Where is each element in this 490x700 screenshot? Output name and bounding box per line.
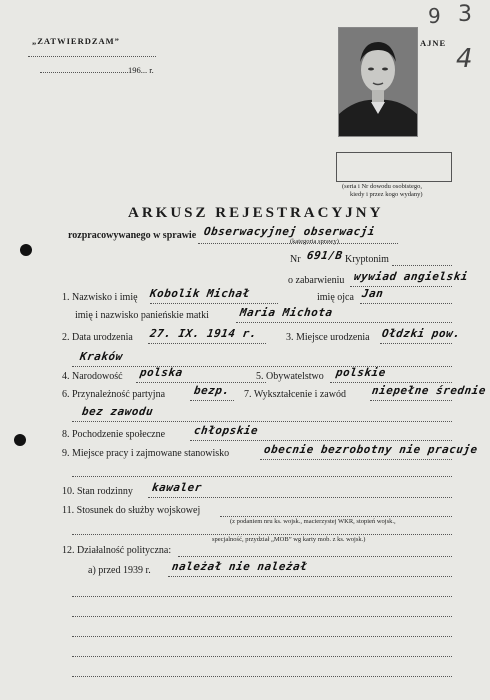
field-8-label: 8. Pochodzenie społeczne <box>62 429 166 440</box>
field-3-line-2 <box>72 366 452 367</box>
id-document-box <box>336 152 452 182</box>
case-label: rozpracowywanego w sprawie <box>68 230 197 241</box>
language-value: wywiad angielski <box>353 270 469 283</box>
field-9-label: 9. Miejsce pracy i zajmowane stanowisko <box>62 448 230 459</box>
field-12a-value: należał nie należał <box>171 560 309 573</box>
mother-line <box>236 322 452 323</box>
stamp-fragment: AJNE <box>420 38 447 48</box>
case-category-note: (kategoria sprawy) <box>290 238 339 245</box>
year-line: 196... r. <box>128 65 154 75</box>
field-11-note-1: (z podaniem nru ks. wojsk., macierzystej WKR, stopień wojsk., <box>230 518 396 525</box>
field-3-line <box>380 343 452 344</box>
field-3-label: 3. Miejsce urodzenia <box>286 332 370 343</box>
field-11-label: 11. Stosunek do służby wojskowej <box>62 505 201 516</box>
field-8-value: chłopskie <box>193 424 260 437</box>
mother-value: Maria Michota <box>239 306 334 319</box>
field-4-value: polska <box>139 366 184 379</box>
mother-label: imię i nazwisko panieńskie matki <box>75 310 209 321</box>
father-label: imię ojca <box>317 292 354 303</box>
field-12a-label: a) przed 1939 r. <box>88 565 151 576</box>
id-caption-line2: kiedy i przez kogo wydany) <box>350 191 423 198</box>
blank-line-3 <box>72 636 452 637</box>
approve-label: „ZATWIERDZAM” <box>32 36 120 46</box>
field-2-label: 2. Data urodzenia <box>62 332 133 343</box>
corner-mark-3: 3 <box>458 2 472 27</box>
field-5-value: polskie <box>335 366 387 379</box>
cryptonym-label: Kryptonim <box>345 254 389 265</box>
field-10-label: 10. Stan rodzinny <box>62 486 133 497</box>
field-9-line <box>260 459 452 460</box>
field-9-line-2 <box>72 476 452 477</box>
case-number-value: 691/B <box>306 249 344 262</box>
field-5-line <box>330 382 452 383</box>
father-value: Jan <box>361 287 385 300</box>
field-1-label: 1. Nazwisko i imię <box>62 292 138 303</box>
field-6-label: 6. Przynależność partyjna <box>62 389 166 400</box>
field-3-value-2: Kraków <box>79 350 124 363</box>
field-6-value: bezp. <box>193 384 231 397</box>
blank-line-5 <box>72 676 452 677</box>
father-line <box>360 303 452 304</box>
blank-line-2 <box>72 616 452 617</box>
field-2-value: 27. IX. 1914 r. <box>149 327 258 340</box>
field-4-label: 4. Narodowość <box>62 371 123 382</box>
corner-mark-9: 9 <box>428 4 441 28</box>
field-12-line <box>178 556 452 557</box>
field-7-line-2 <box>72 421 452 422</box>
field-5-label: 5. Obywatelstwo <box>256 371 324 382</box>
field-7-label: 7. Wykształcenie i zawód <box>244 389 346 400</box>
blank-line-4 <box>72 656 452 657</box>
field-1-line <box>150 303 278 304</box>
field-12-label: 12. Działalność polityczna: <box>62 545 172 556</box>
field-11-line <box>220 516 452 517</box>
field-8-line <box>190 440 452 441</box>
blank-line-1 <box>72 596 452 597</box>
date-line <box>40 72 128 73</box>
field-7-line <box>370 400 452 401</box>
field-4-line <box>136 382 266 383</box>
field-11-line-2 <box>72 534 452 535</box>
field-7-value-2: bez zawodu <box>81 405 155 418</box>
punch-hole-top <box>20 244 32 256</box>
person-photo <box>338 27 418 137</box>
id-caption-line1: (seria i Nr dowodu osobistego, <box>342 183 422 190</box>
field-10-value: kawaler <box>151 481 203 494</box>
field-9-value: obecnie bezrobotny nie pracuje <box>263 443 479 456</box>
cryptonym-line <box>392 265 452 266</box>
language-label: o zabarwieniu <box>288 275 345 286</box>
field-6-line <box>190 400 234 401</box>
case-value: Obserwacyjnej obserwacji <box>203 225 376 238</box>
field-11-note-2: specjalność, przydział „MOB” wg karty mob. z ks. wojsk.) <box>212 536 366 543</box>
field-2-line <box>148 343 266 344</box>
field-12a-line <box>168 576 452 577</box>
page-title: ARKUSZ REJESTRACYJNY <box>128 205 384 221</box>
punch-hole-bottom <box>14 434 26 446</box>
field-7-value: niepełne średnie <box>371 384 487 397</box>
approve-signature-line <box>28 56 156 57</box>
field-3-value: Ołdzki pow. <box>381 327 462 340</box>
corner-mark-4: 4 <box>456 44 473 74</box>
field-10-line <box>148 497 452 498</box>
case-number-prefix: Nr <box>290 254 301 265</box>
field-1-value: Kobolik Michał <box>149 287 251 300</box>
